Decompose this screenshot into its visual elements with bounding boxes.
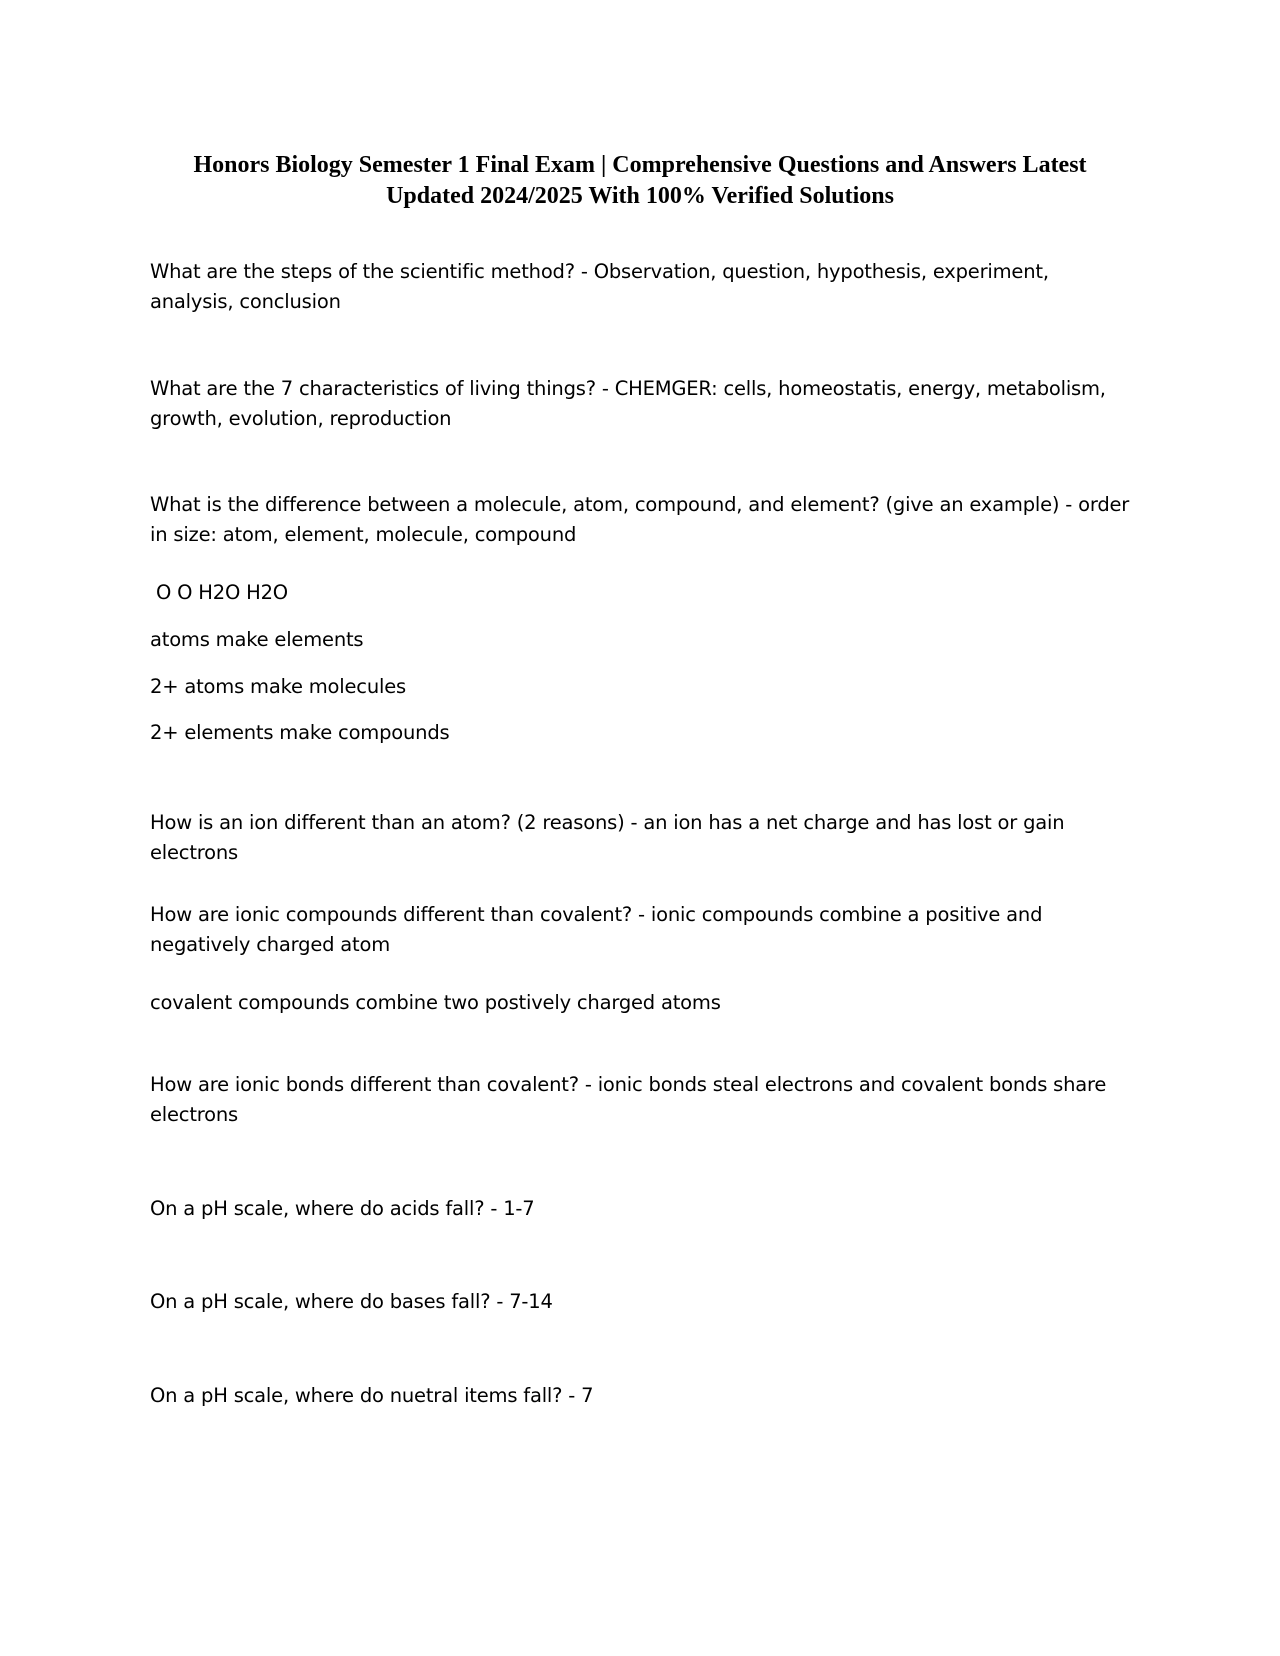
qa-ionic-bonds: How are ionic bonds different than covalent? - ionic bonds steal electrons and covalent bonds share electrons — [150, 1073, 1107, 1126]
qa-ionic-compounds: How are ionic compounds different than covalent? - ionic compounds combine a positive and negatively charged atom — [150, 903, 1043, 956]
qa-ph-neutral: On a pH scale, where do nuetral items fall? - 7 — [150, 1384, 594, 1407]
qa-living-things: What are the 7 characteristics of living things? - CHEMGER: cells, homeostatis, energy, metabolism, growth, evolution, reproduction — [150, 377, 1106, 430]
note-elements-compounds: 2+ elements make compounds — [150, 721, 450, 744]
qa-ph-acids: On a pH scale, where do acids fall? - 1-7 — [150, 1197, 535, 1220]
example-line: O O H2O H2O — [150, 581, 288, 604]
qa-molecule-atom: What is the difference between a molecule, atom, compound, and element? (give an example) - order in size: atom, element, molecule, compound — [150, 493, 1130, 546]
qa-ion-vs-atom: How is an ion different than an atom? (2 reasons) - an ion has a net charge and has lost or gain electrons — [150, 811, 1065, 864]
note-covalent-compounds: covalent compounds combine two postively charged atoms — [150, 991, 721, 1014]
note-atoms-elements: atoms make elements — [150, 628, 364, 651]
qa-ph-bases: On a pH scale, where do bases fall? - 7-14 — [150, 1290, 553, 1313]
document-title: Honors Biology Semester 1 Final Exam | Comprehensive Questions and Answers Latest Updated 2024/2025 With 100% Verified Solutions — [193, 152, 1087, 209]
qa-scientific-method: What are the steps of the scientific method? - Observation, question, hypothesis, experiment, analysis, conclusion — [150, 260, 1049, 313]
note-atoms-molecules: 2+ atoms make molecules — [150, 675, 406, 698]
